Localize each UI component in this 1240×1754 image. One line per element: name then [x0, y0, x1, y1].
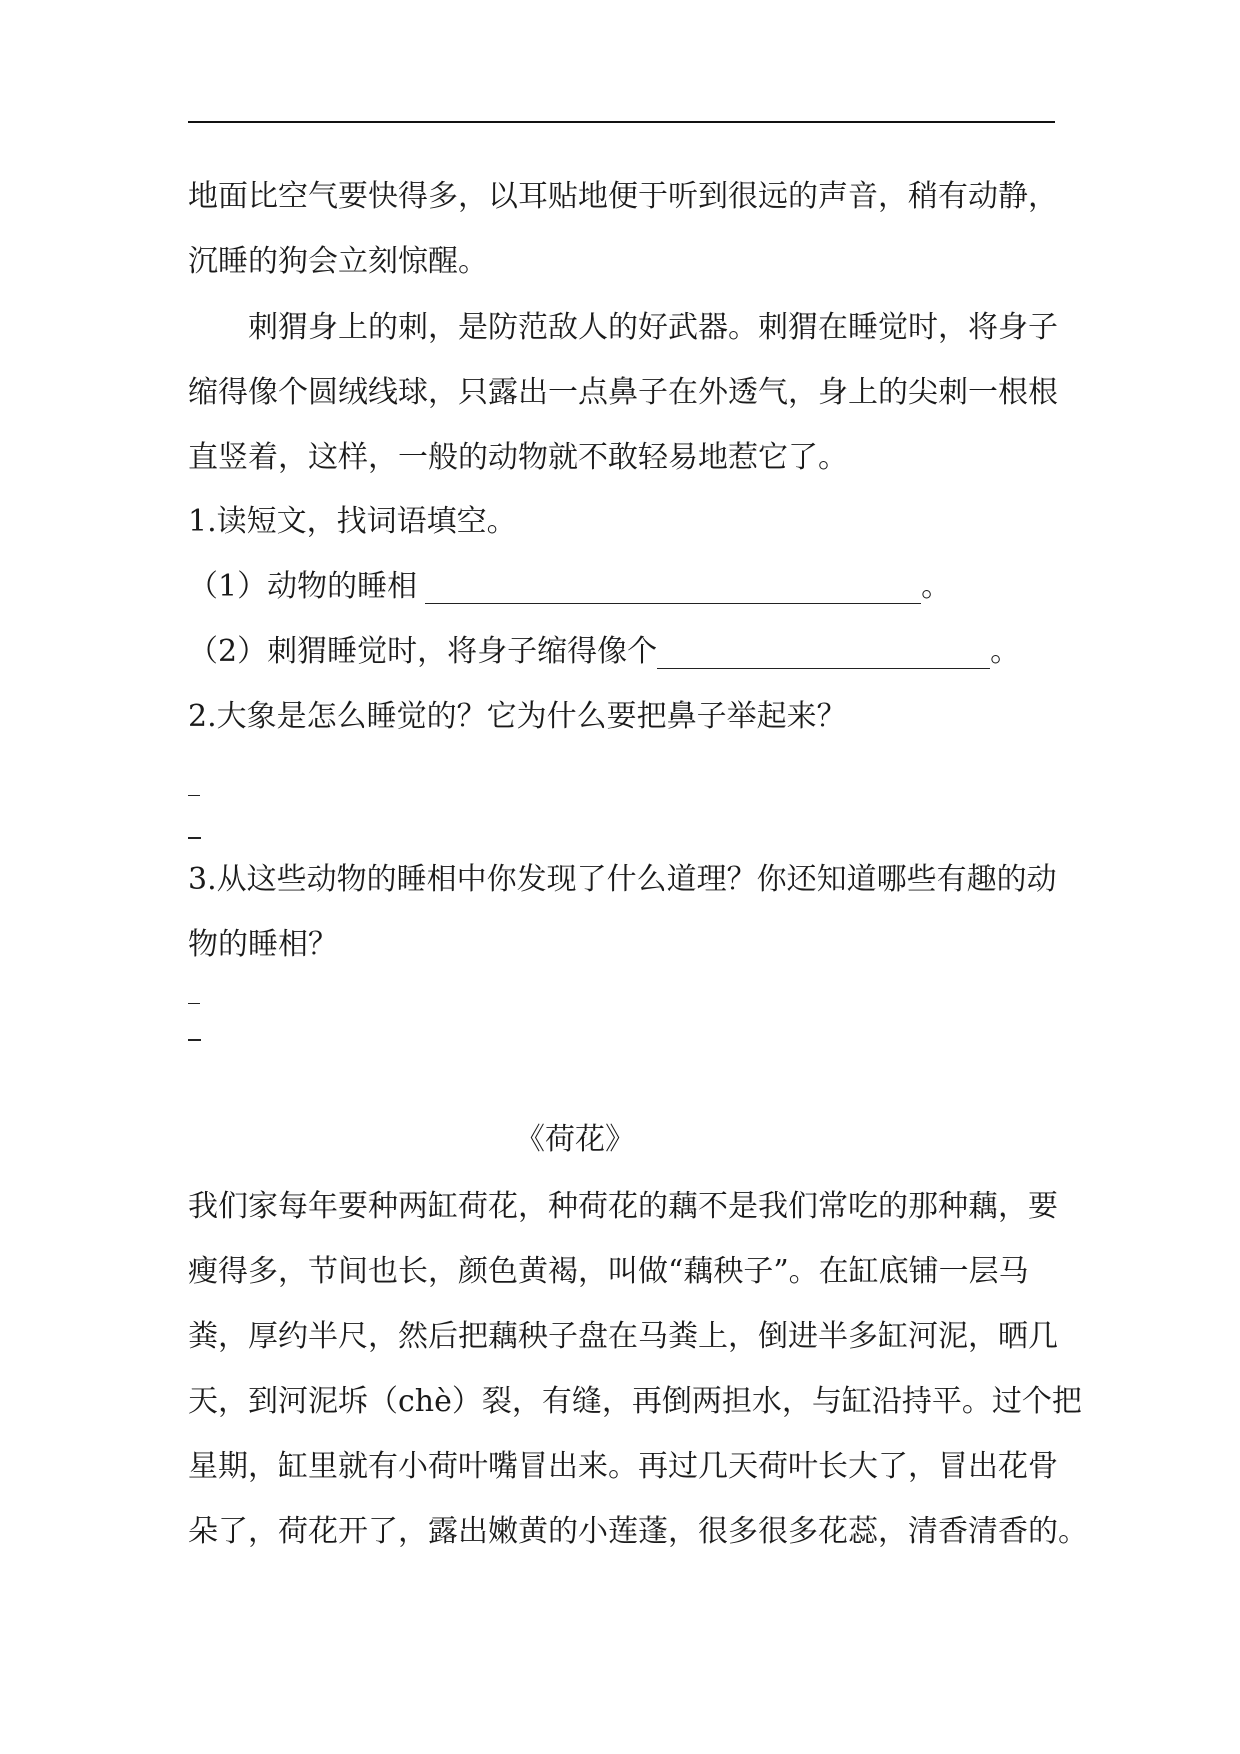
answer-line[interactable] [188, 837, 201, 839]
passage-line: 粪，厚约半尺，然后把藕秧子盘在马粪上，倒进半多缸河泥，晒几 [188, 1319, 1058, 1354]
answer-line[interactable] [188, 1039, 201, 1041]
answer-line[interactable] [188, 795, 200, 796]
passage-title: 《荷花》 [515, 1122, 635, 1157]
question-3-prompt: 3.从这些动物的睡相中你发现了什么道理？你还知道哪些有趣的动 [188, 862, 1057, 897]
passage-line: 天，到河泥坼（chè）裂，有缝，再倒两担水，与缸沿持平。过个把 [188, 1384, 1082, 1419]
passage-line: 瘦得多，节间也长，颜色黄褐，叫做“藕秧子”。在缸底铺一层马 [188, 1254, 1029, 1289]
passage-line: 缩得像个圆绒线球，只露出一点鼻子在外透气，身上的尖刺一根根 [188, 375, 1058, 410]
passage-line: 朵了，荷花开了，露出嫩黄的小莲蓬，很多很多花蕊，清香清香的。 [188, 1514, 1088, 1549]
question-1-sub-1-text: （1）动物的睡相 [188, 569, 418, 604]
answer-blank[interactable] [425, 581, 921, 604]
passage-line: 地面比空气要快得多，以耳贴地便于听到很远的声音，稍有动静， [188, 179, 1058, 214]
question-1-sub-2 [188, 632, 1020, 672]
question-1-prompt: 1.读短文，找词语填空。 [188, 504, 517, 539]
question-1-sub-1-period: 。 [921, 569, 952, 604]
passage-line: 刺猬身上的刺，是防范敌人的好武器。刺猬在睡觉时，将身子 [248, 310, 1058, 345]
question-1-sub-2-period: 。 [990, 634, 1021, 669]
passage-line: 星期，缸里就有小荷叶嘴冒出来。再过几天荷叶长大了，冒出花骨 [188, 1449, 1058, 1484]
passage-line: 直竖着，这样，一般的动物就不敢轻易地惹它了。 [188, 440, 848, 475]
answer-blank[interactable] [657, 646, 990, 669]
question-2-prompt: 2.大象是怎么睡觉的？它为什么要把鼻子举起来？ [188, 699, 847, 734]
question-1-sub-2-text: （2）刺猬睡觉时，将身子缩得像个 [188, 634, 658, 669]
question-1-sub-1 [188, 567, 951, 607]
passage-line: 沉睡的狗会立刻惊醒。 [188, 244, 488, 279]
passage-line: 我们家每年要种两缸荷花，种荷花的藕不是我们常吃的那种藕，要 [188, 1189, 1058, 1224]
header-rule [188, 121, 1055, 123]
answer-line[interactable] [188, 1003, 200, 1004]
question-3-prompt: 物的睡相？ [188, 927, 338, 962]
